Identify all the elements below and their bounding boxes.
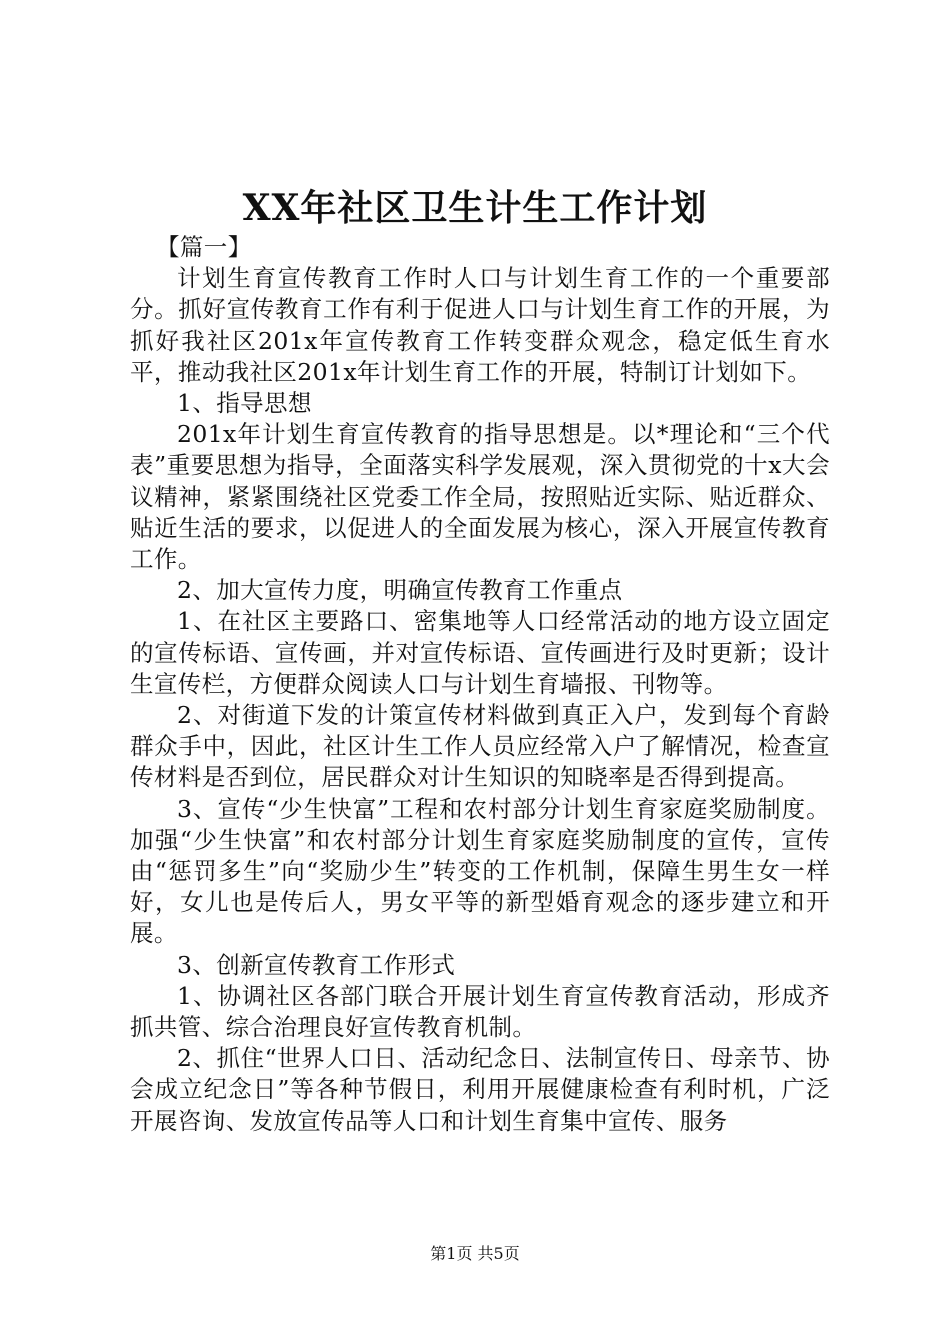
paragraph-holidays: 2、抓住“世界人口日、活动纪念日、法制宣传日、母亲节、协会成立纪念日”等各种节假日，利用开展健康检查有利时机，广泛开展咨询、发放宣传品等人口和计划生育集中宣传、服务 — [130, 1044, 830, 1135]
paragraph-materials: 2、对街道下发的计策宣传材料做到真正入户，发到每个育龄群众手中，因此，社区计生工作人员应经常入户了解情况，检查宣传材料是否到位，居民群众对计生知识的知晓率是否得到提高。 — [130, 701, 830, 792]
page-footer: 第1页 共5页 — [430, 1244, 520, 1263]
paragraph-coordination: 1、协调社区各部门联合开展计划生育宣传教育活动，形成齐抓共管、综合治理良好宣传教育机制。 — [130, 981, 830, 1042]
heading-innovative-forms: 3、创新宣传教育工作形式 — [177, 950, 456, 979]
document-title: XX年社区卫生计生工作计划 — [242, 187, 708, 229]
paragraph-guiding-ideology: 201x年计划生育宣传教育的指导思想是。以*理论和“三个代表”重要思想为指导，全面落实科学发展观，深入贯彻党的十x大会议精神，紧紧围绕社区党委工作全局，按照贴近实际、贴近群众、贴近生活的要求，以促进人的全面发展为核心，深入开展宣传教育工作。 — [130, 420, 830, 574]
section-label: 【篇一】 — [156, 233, 252, 261]
document-body — [130, 232, 830, 1137]
heading-publicity-efforts: 2、加大宣传力度，明确宣传教育工作重点 — [177, 576, 623, 605]
paragraph-intro: 计划生育宣传教育工作时人口与计划生育工作的一个重要部分。抓好宣传教育工作有利于促进人口与计划生育工作的开展，为抓好我社区201x年宣传教育工作转变群众观念，稳定低生育水平，推动我社区201x年计划生育工作的开展，特制订计划如下。 — [130, 264, 830, 386]
heading-guiding-ideology: 1、指导思想 — [177, 389, 312, 418]
paragraph-slogans: 1、在社区主要路口、密集地等人口经常活动的地方设立固定的宣传标语、宣传画，并对宣传标语、宣传画进行及时更新；设计生宣传栏，方便群众阅读人口与计划生育墙报、刊物等。 — [130, 607, 830, 698]
paragraph-reward-system: 3、宣传“少生快富”工程和农村部分计划生育家庭奖励制度。加强“少生快富”和农村部分计划生育家庭奖励制度的宣传，宣传由“惩罚多生”向“奖励少生”转变的工作机制，保障生男生女一样好，女儿也是传后人，男女平等的新型婚育观念的逐步建立和开展。 — [130, 794, 830, 948]
